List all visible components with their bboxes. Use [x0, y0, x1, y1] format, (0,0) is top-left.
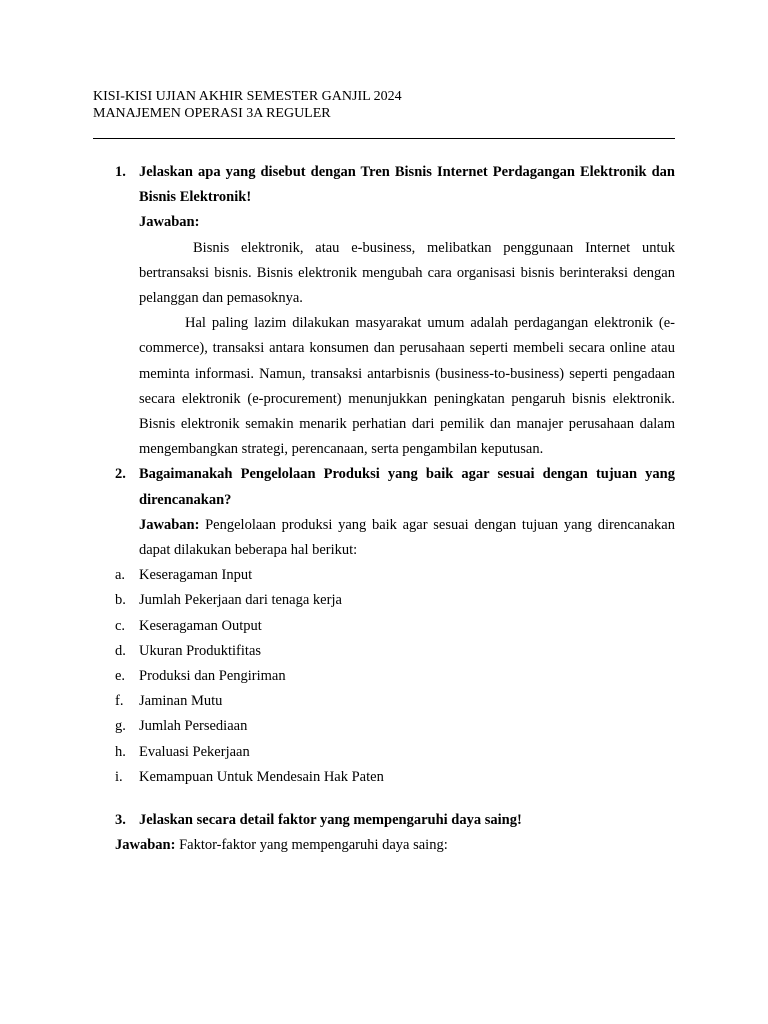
list-item-letter: g. — [115, 718, 126, 735]
document-body — [93, 160, 675, 858]
list-item-text: Produksi dan Pengiriman — [139, 668, 286, 685]
list-item — [93, 664, 675, 689]
answer-label: Jawaban: — [115, 837, 176, 854]
list-item — [93, 588, 675, 613]
header-divider — [93, 138, 675, 139]
list-item-letter: b. — [115, 592, 126, 609]
question-3-answer — [93, 833, 675, 858]
answer-label: Jawaban: — [139, 214, 200, 231]
question-1-answer-paragraph-1: Bisnis elektronik, atau e-business, melibatkan penggunaan Internet untuk bertransaksi bisnis. Bisnis elektronik mengubah cara organisasi bisnis berinteraksi dengan pelanggan dan pemasoknya. — [139, 239, 675, 307]
list-item — [93, 765, 675, 790]
question-3-title: Jelaskan secara detail faktor yang mempengaruhi daya saing! — [139, 812, 522, 829]
list-item — [93, 740, 675, 765]
list-item — [93, 614, 675, 639]
question-3-number: 3. — [115, 812, 126, 829]
question-1-number: 1. — [115, 164, 126, 180]
question-1 — [93, 160, 675, 210]
production-management-list — [93, 563, 675, 790]
list-item-letter: i. — [115, 768, 123, 785]
question-1-answer-paragraph-2: Hal paling lazim dilakukan masyarakat umum adalah perdagangan elektronik (e-commerce), transaksi antara konsumen dan perusahaan seperti membeli secara online atau meminta informasi. Namun, transaksi antarbisnis (business-to-business) seperti pengadaan secara elektronik (e-procurement) menunjukkan peningkatan pengaruh bisnis elektronik. Bisnis elektronik semakin menarik perhatian dari pemilik dan manajer perusahaan dalam mengembangkan strategi, perencanaan, serta pengambilan keputusan. — [139, 315, 675, 458]
list-item — [93, 639, 675, 664]
list-item-text: Jumlah Pekerjaan dari tenaga kerja — [139, 592, 342, 609]
document-header — [93, 88, 675, 122]
question-1-title: Jelaskan apa yang disebut dengan Tren Bisnis Internet Perdagangan Elektronik dan Bisnis Elektronik! — [139, 164, 675, 206]
spacer — [93, 790, 675, 808]
header-line-2: MANAJEMEN OPERASI 3A REGULER — [93, 106, 331, 121]
question-2-number: 2. — [115, 466, 126, 483]
question-2-answer-text: Pengelolaan produksi yang baik agar sesuai dengan tujuan yang direncanakan dapat dilakukan beberapa hal berikut: — [139, 516, 675, 559]
header-line-1: KISI-KISI UJIAN AKHIR SEMESTER GANJIL 2024 — [93, 89, 402, 104]
answer-label: Jawaban: — [139, 516, 200, 533]
list-item-text: Ukuran Produktifitas — [139, 642, 262, 659]
question-2 — [93, 462, 675, 512]
question-1-answer-label — [93, 210, 675, 235]
list-item-letter: c. — [115, 617, 126, 634]
list-item-letter: h. — [115, 743, 126, 760]
list-item-text: Jaminan Mutu — [139, 693, 223, 710]
list-item — [93, 563, 675, 588]
list-item-text: Kemampuan Untuk Mendesain Hak Paten — [139, 768, 384, 785]
question-2-title: Bagaimanakah Pengelolaan Produksi yang baik agar sesuai dengan tujuan yang direncanakan? — [139, 466, 675, 508]
list-item — [93, 689, 675, 714]
list-item-letter: d. — [115, 642, 126, 659]
question-2-answer — [93, 513, 675, 563]
list-item-text: Keseragaman Input — [139, 567, 253, 584]
list-item-text: Jumlah Persediaan — [139, 718, 248, 735]
question-3-answer-text: Faktor-faktor yang mempengaruhi daya saing: — [175, 837, 448, 854]
list-item-text: Keseragaman Output — [139, 617, 262, 634]
list-item-letter: f. — [115, 693, 124, 710]
list-item — [93, 714, 675, 739]
list-item-letter: e. — [115, 668, 126, 685]
question-3 — [93, 808, 675, 833]
list-item-text: Evaluasi Pekerjaan — [139, 743, 250, 760]
list-item-letter: a. — [115, 567, 126, 584]
